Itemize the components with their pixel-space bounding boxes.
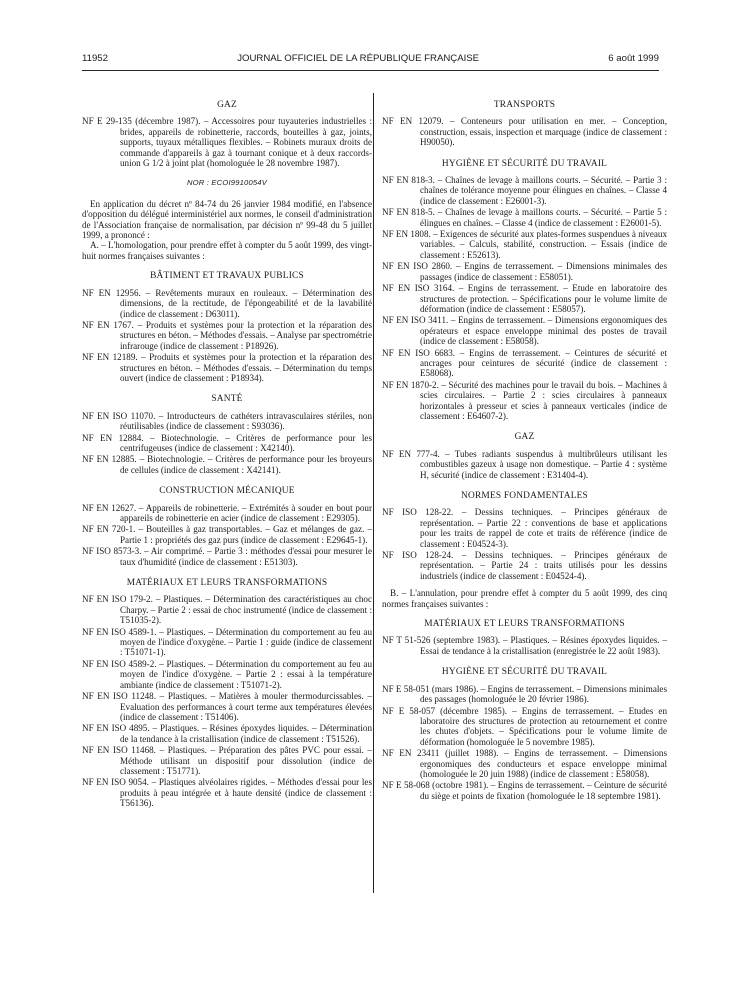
intro-paragraph: A. – L'homologation, pour prendre effet à compter du 5 août 1999, des vingt-huit normes françaises suivantes : [82, 240, 372, 261]
standard-entry: NF E 58-068 (octobre 1981). – Engins de terrassement. – Ceinture de sécurité du siège et points de fixation (homologuée le 18 septembre 1981). [382, 780, 667, 801]
left-column [82, 100, 372, 810]
standard-entry: NF EN ISO 4589-1. – Plastiques. – Détermination du comportement au feu au moyen de l'indice d'oxygène. – Partie 1 : guide (indice de classement : T51071-1). [82, 626, 372, 658]
intro-paragraph: En application du décret nº 84-74 du 26 janvier 1984 modifié, en l'absence d'opposition du délégué interministériel aux normes, le conseil d'administration de l'Association française de normalisation, par décision nº 99-48 du 5 juillet 1999, a prononcé : [82, 198, 372, 241]
nor-reference: NOR : ECOI9910054V [187, 178, 267, 188]
standard-entry: NF EN 12885. – Biotechnologie. – Critères de performance pour les broyeurs de cellules (indice de classement : X42141). [82, 454, 372, 475]
standard-entry: NF EN ISO 11070. – Introducteurs de cathéters intravasculaires stériles, non réutilisables (indice de classement : S93036). [82, 410, 372, 432]
section-title: TRANSPORTS [493, 100, 556, 110]
journal-title: JOURNAL OFFICIEL DE LA RÉPUBLIQUE FRANÇAISE [237, 53, 480, 64]
standard-entry: NF EN 720-1. – Bouteilles à gaz transportables. – Gaz et mélanges de gaz. – Partie 1 : propriétés des gaz purs (indice de classement : E29645-1). [82, 524, 372, 545]
standard-entry: NF E 29-135 (décembre 1987). – Accessoires pour tuyauteries industrielles : brides, appareils de robinetterie, raccords, bouteilles à gaz, joints, supports, tuyaux métalliques flexibles. – Robinets muraux droits de commande d'appareils à gaz à tournant conique et à deux raccords-union G 1/2 à joint plat (homologuée le 28 novembre 1987). [82, 116, 372, 169]
section-title: GAZ [217, 100, 237, 110]
standard-entry: NF EN 777-4. – Tubes radiants suspendus à multibrûleurs utilisant les combustibles gazeux à usage non domestique. – Partie 4 : système H, sécurité (indice de classement : E31404-4). [382, 448, 667, 480]
standard-entry: NF EN 1767. – Produits et systèmes pour la protection et la réparation des structures en béton. – Méthodes d'essais. – Analyse par spectrométrie infrarouge (indice de classement : P18926). [82, 319, 372, 351]
section-gaz-right [382, 432, 667, 480]
standard-entry: NF EN ISO 4895. – Plastiques. – Résines époxydes liquides. – Détermination de la tendance à la cristallisation (indice de classement : T51526). [82, 723, 372, 744]
section-batiment [82, 271, 372, 383]
standard-entry: NF EN 818-5. – Chaînes de levage à maillons courts. – Sécurité. – Partie 5 : élingues en chaînes. – Classe 4 (indice de classement : E26001-5). [382, 207, 667, 228]
section-materiaux [82, 578, 372, 809]
section-title: BÂTIMENT ET TRAVAUX PUBLICS [150, 271, 304, 282]
standard-entry: NF EN ISO 11248. – Plastiques. – Matières à mouler thermodurcissables. – Evaluation des performances à court terme aux températures élevées (indice de classement : T51406). [82, 691, 372, 722]
page-header [82, 53, 659, 67]
standard-entry: NF EN 1870-2. – Sécurité des machines pour le travail du bois. – Machines à scies circulaires. – Partie 2 : scies circulaires à panneaux horizontales à presseur et scies à panneaux verticales (indice de classement : E64607-2). [382, 379, 667, 421]
section-construction [82, 486, 372, 567]
standard-entry: NF EN ISO 3164. – Engins de terrassement. – Etude en laboratoire des structures de protection. – Spécifications pour le volume limite de déformation (indice de classement : E58057). [382, 283, 667, 314]
standard-entry: NF ISO 8573-3. – Air comprimé. – Partie 3 : méthodes d'essai pour mesurer le taux d'humidité (indice de classement : E51303). [82, 546, 372, 567]
standard-entry: NF ISO 128-24. – Dessins techniques. – Principes généraux de représentation. – Partie 24 : traits utilisés pour les dessins industriels (indice de classement : E04524-4). [382, 550, 667, 581]
standard-entry: NF EN 12079. – Conteneurs pour utilisation en mer. – Conception, construction, essais, inspection et marquage (indice de classement : H90050). [382, 116, 667, 148]
standard-entry: NF EN ISO 6683. – Engins de terrassement. – Ceintures de sécurité et ancrages pour ceintures de sécurité (indice de classement : E58068). [382, 347, 667, 379]
section-hygiene [382, 159, 667, 422]
header-rule [82, 70, 659, 71]
section-transports [382, 100, 667, 148]
right-column [382, 100, 667, 802]
standard-entry: NF ISO 128-22. – Dessins techniques. – Principes généraux de représentation. – Partie 22 : conventions de base et applications pour les traits de rappel de cote et traits de référence (indice de classement : E04524-3). [382, 507, 667, 549]
standard-entry: NF EN ISO 9054. – Plastiques alvéolaires rigides. – Méthodes d'essai pour les produits à peau intégrée et à haute densité (indice de classement : T56136). [82, 777, 372, 809]
section-title: MATÉRIAUX ET LEURS TRANSFORMATIONS [424, 619, 625, 630]
section-gaz [82, 100, 372, 168]
standard-entry: NF EN ISO 11468. – Plastiques. – Préparation des pâtes PVC pour essai. – Méthode utilisant un dispositif pour dissolution (indice de classement : T51771). [82, 745, 372, 776]
section-normes [382, 491, 667, 581]
section-title: SANTÉ [211, 394, 243, 405]
annulation-paragraph: B. – L'annulation, pour prendre effet à compter du 5 août 1999, des cinq normes françaises suivantes : [382, 588, 667, 609]
standard-entry: NF E 58-057 (décembre 1985). – Engins de terrassement. – Etudes en laboratoire des structures de protection au retournement et contre les chutes d'objets. – Spécifications pour le volume limite de déformation (homologuée le 5 novembre 1985). [382, 705, 667, 747]
standard-entry: NF EN 12884. – Biotechnologie. – Critères de performance pour les centrifugeuses (indice de classement : X42140). [82, 432, 372, 453]
standard-entry: NF EN ISO 179-2. – Plastiques. – Détermination des caractéristiques au choc Charpy. – Partie 2 : essai de choc instrumenté (indice de classement : T51035-2). [82, 594, 372, 626]
standard-entry: NF EN 12956. – Revêtements muraux en rouleaux. – Détermination des dimensions, de la rectitude, de l'épongeabilité et de la lavabilité (indice de classement : D63011). [82, 287, 372, 319]
standard-entry: NF EN 12189. – Produits et systèmes pour la protection et la réparation des structures en béton. – Méthodes d'essais. – Détermination du temps ouvert (indice de classement : P18934). [82, 352, 372, 383]
standard-entry: NF EN 818-3. – Chaînes de levage à maillons courts. – Sécurité. – Partie 3 : chaînes de tolérance moyenne pour élingues en chaînes. – Classe 4 (indice de classement : E26001-3). [382, 175, 667, 206]
section-materiaux-right [382, 619, 667, 656]
standard-entry: NF EN ISO 3411. – Engins de terrassement. – Dimensions ergonomiques des opérateurs et espace enveloppe minimal des postes de travail (indice de classement : E58058). [382, 315, 667, 347]
section-title: MATÉRIAUX ET LEURS TRANSFORMATIONS [126, 578, 328, 589]
section-title: NORMES FONDAMENTALES [461, 491, 588, 501]
standard-entry: NF EN ISO 2860. – Engins de terrassement. – Dimensions minimales des passages (indice de classement : E58051). [382, 261, 667, 282]
section-title: HYGIÈNE ET SÉCURITÉ DU TRAVAIL [441, 158, 608, 169]
standard-entry: NF T 51-526 (septembre 1983). – Plastiques. – Résines époxydes liquides. – Essai de tendance à la cristallisation (enregistrée le 22 août 1983). [382, 635, 667, 656]
standard-entry: NF EN 12627. – Appareils de robinetterie. – Extrémités à souder en bout pour appareils de robinetterie en acier (indice de classement : E29305). [82, 502, 372, 523]
standard-entry: NF E 58-051 (mars 1986). – Engins de terrassement. – Dimensions minimales des passages (homologuée le 20 février 1986). [382, 683, 667, 705]
standard-entry: NF EN 1808. – Exigences de sécurité aux plates-formes suspendues à niveaux variables. – Calculs, stabilité, construction. – Essais (indice de classement : E52613). [382, 229, 667, 260]
page-number: 11952 [82, 53, 108, 64]
section-sante [82, 394, 372, 475]
section-title: CONSTRUCTION MÉCANIQUE [159, 486, 295, 497]
section-hygiene-annulation [382, 667, 667, 801]
section-title: HYGIÈNE ET SÉCURITÉ DU TRAVAIL [441, 667, 608, 678]
section-title: GAZ [514, 432, 535, 443]
column-divider [373, 93, 374, 893]
issue-date: 6 août 1999 [608, 53, 659, 64]
standard-entry: NF EN ISO 4589-2. – Plastiques. – Détermination du comportement au feu au moyen de l'indice d'oxygène. – Partie 2 : essai à la température ambiante (indice de classement : T51071-2). [82, 658, 372, 690]
standard-entry: NF EN 23411 (juillet 1988). – Engins de terrassement. – Dimensions ergonomiques des conducteurs et espace enveloppe minimal (homologuée le 20 juin 1988) (indice de classement : E58058). [382, 748, 667, 779]
